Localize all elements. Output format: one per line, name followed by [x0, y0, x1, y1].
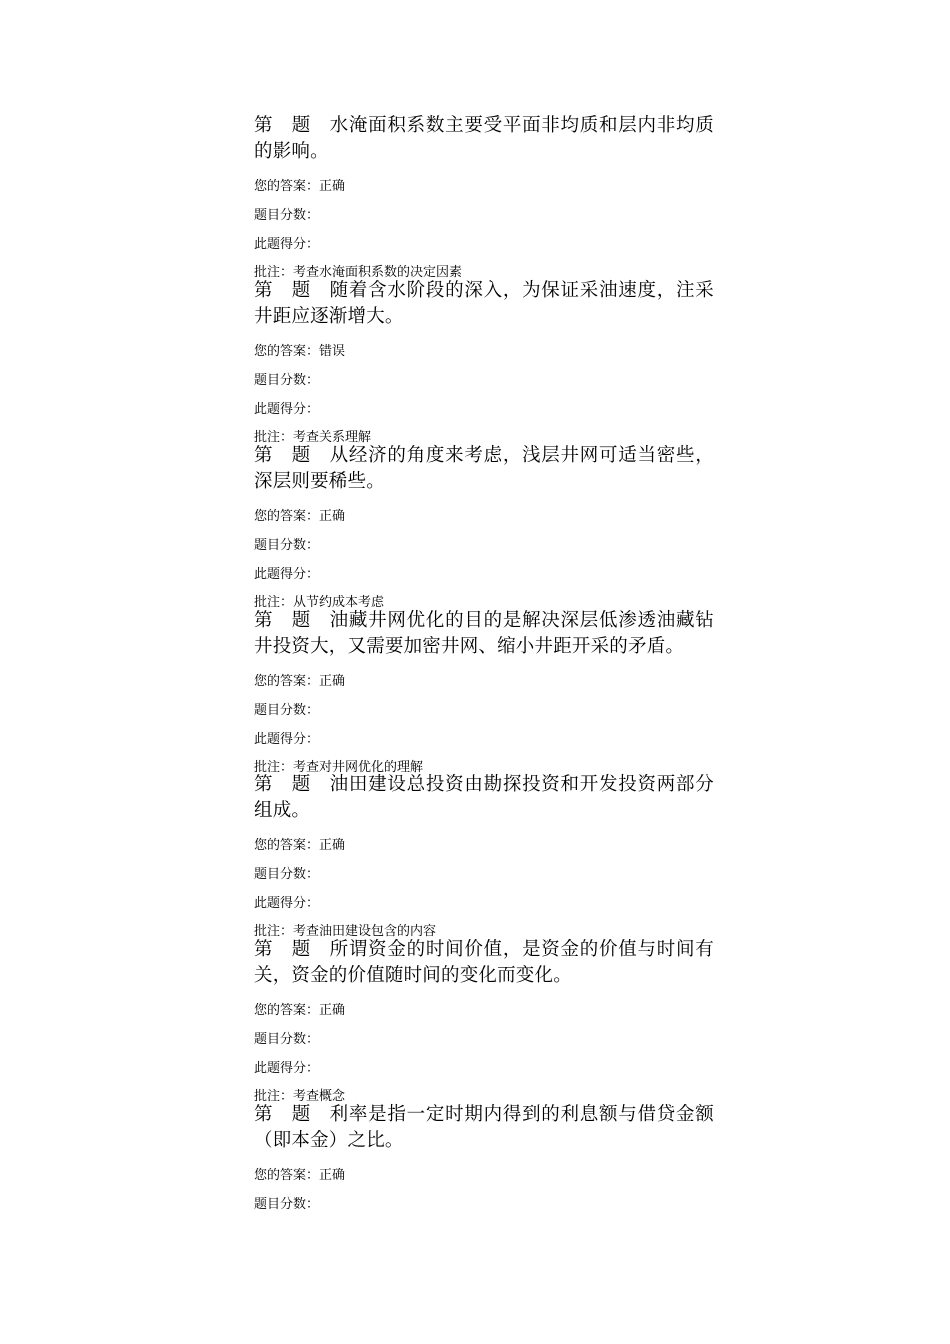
comment-value: 考查水淹面积系数的决定因素 — [293, 265, 463, 280]
score-obtained-label: 此题得分： — [254, 402, 320, 417]
your-answer-value: 正确 — [319, 1003, 346, 1018]
your-answer-label: 您的答案： — [254, 509, 320, 524]
your-answer-line — [254, 838, 345, 853]
your-answer-label: 您的答案： — [254, 674, 320, 689]
question-text — [254, 113, 714, 165]
your-answer-value: 正确 — [319, 838, 346, 853]
comment-label: 批注： — [254, 595, 294, 610]
question-label-ti: 题 — [291, 774, 312, 795]
question-text — [254, 443, 714, 495]
question-text — [254, 772, 714, 824]
question-score-label: 题目分数： — [254, 1197, 320, 1212]
your-answer-value: 正确 — [319, 674, 346, 689]
comment-label: 批注： — [254, 924, 294, 939]
question-block — [254, 278, 714, 445]
question-label-ti: 题 — [291, 115, 312, 136]
score-obtained-line — [254, 402, 319, 417]
score-obtained-label: 此题得分： — [254, 567, 320, 582]
your-answer-label: 您的答案： — [254, 344, 320, 359]
question-label-di: 第 — [254, 445, 274, 466]
your-answer-value: 正确 — [319, 179, 346, 194]
your-answer-label: 您的答案： — [254, 179, 320, 194]
score-obtained-label: 此题得分： — [254, 237, 320, 252]
score-obtained-line — [254, 237, 319, 252]
question-label-di: 第 — [254, 115, 274, 136]
question-label-ti: 题 — [291, 939, 312, 960]
question-score-label: 题目分数： — [254, 1032, 320, 1047]
question-body: 水淹面积系数主要受平面非均质和层内非均质的影响。 — [254, 115, 714, 162]
your-answer-line — [254, 509, 345, 524]
your-answer-value: 正确 — [319, 1168, 346, 1183]
question-score-line — [254, 208, 319, 223]
question-score-line — [254, 538, 319, 553]
score-obtained-line — [254, 567, 319, 582]
question-text — [254, 1102, 714, 1154]
question-body: 从经济的角度来考虑，浅层井网可适当密些，深层则要稀些。 — [254, 445, 714, 492]
your-answer-line — [254, 674, 345, 689]
question-score-label: 题目分数： — [254, 703, 320, 718]
question-score-line — [254, 373, 319, 388]
question-label-di: 第 — [254, 280, 274, 301]
your-answer-label: 您的答案： — [254, 838, 320, 853]
question-score-line — [254, 703, 319, 718]
your-answer-value: 正确 — [319, 509, 346, 524]
question-score-line — [254, 1197, 319, 1212]
question-label-ti: 题 — [291, 1104, 312, 1125]
question-text — [254, 937, 714, 989]
question-label-di: 第 — [254, 774, 274, 795]
question-score-line — [254, 1032, 319, 1047]
your-answer-value: 错误 — [319, 344, 346, 359]
score-obtained-label: 此题得分： — [254, 896, 320, 911]
score-obtained-label: 此题得分： — [254, 732, 320, 747]
question-label-ti: 题 — [291, 445, 312, 466]
question-body: 随着含水阶段的深入，为保证采油速度，注采井距应逐渐增大。 — [254, 280, 714, 327]
score-obtained-line — [254, 732, 319, 747]
question-score-line — [254, 867, 319, 882]
comment-value: 考查关系理解 — [293, 430, 372, 445]
your-answer-line — [254, 344, 345, 359]
comment-label: 批注： — [254, 430, 294, 445]
question-block — [254, 608, 714, 775]
question-text — [254, 278, 714, 330]
question-body: 油藏井网优化的目的是解决深层低渗透油藏钻井投资大，又需要加密井网、缩小井距开采的矛盾。 — [254, 610, 714, 657]
comment-value: 考查油田建设包含的内容 — [293, 924, 437, 939]
question-score-label: 题目分数： — [254, 867, 320, 882]
comment-value: 从节约成本考虑 — [293, 595, 385, 610]
question-block — [254, 1102, 714, 1212]
your-answer-line — [254, 1003, 345, 1018]
your-answer-line — [254, 179, 345, 194]
question-label-di: 第 — [254, 939, 274, 960]
question-block — [254, 772, 714, 939]
comment-label: 批注： — [254, 1089, 294, 1104]
score-obtained-line — [254, 1061, 319, 1076]
question-label-ti: 题 — [291, 280, 312, 301]
comment-value: 考查概念 — [293, 1089, 346, 1104]
question-body: 利率是指一定时期内得到的利息额与借贷金额（即本金）之比。 — [254, 1104, 714, 1151]
your-answer-line — [254, 1168, 345, 1183]
comment-label: 批注： — [254, 760, 294, 775]
comment-value: 考查对井网优化的理解 — [293, 760, 424, 775]
question-block — [254, 443, 714, 610]
question-score-label: 题目分数： — [254, 538, 320, 553]
your-answer-label: 您的答案： — [254, 1003, 320, 1018]
question-text — [254, 608, 714, 660]
question-label-di: 第 — [254, 610, 274, 631]
question-body: 油田建设总投资由勘探投资和开发投资两部分组成。 — [254, 774, 714, 821]
question-score-label: 题目分数： — [254, 373, 320, 388]
question-body: 所谓资金的时间价值，是资金的价值与时间有关，资金的价值随时间的变化而变化。 — [254, 939, 714, 986]
score-obtained-line — [254, 896, 319, 911]
score-obtained-label: 此题得分： — [254, 1061, 320, 1076]
question-block — [254, 113, 714, 280]
your-answer-label: 您的答案： — [254, 1168, 320, 1183]
question-label-di: 第 — [254, 1104, 274, 1125]
comment-label: 批注： — [254, 265, 294, 280]
question-score-label: 题目分数： — [254, 208, 320, 223]
question-block — [254, 937, 714, 1104]
question-label-ti: 题 — [291, 610, 312, 631]
